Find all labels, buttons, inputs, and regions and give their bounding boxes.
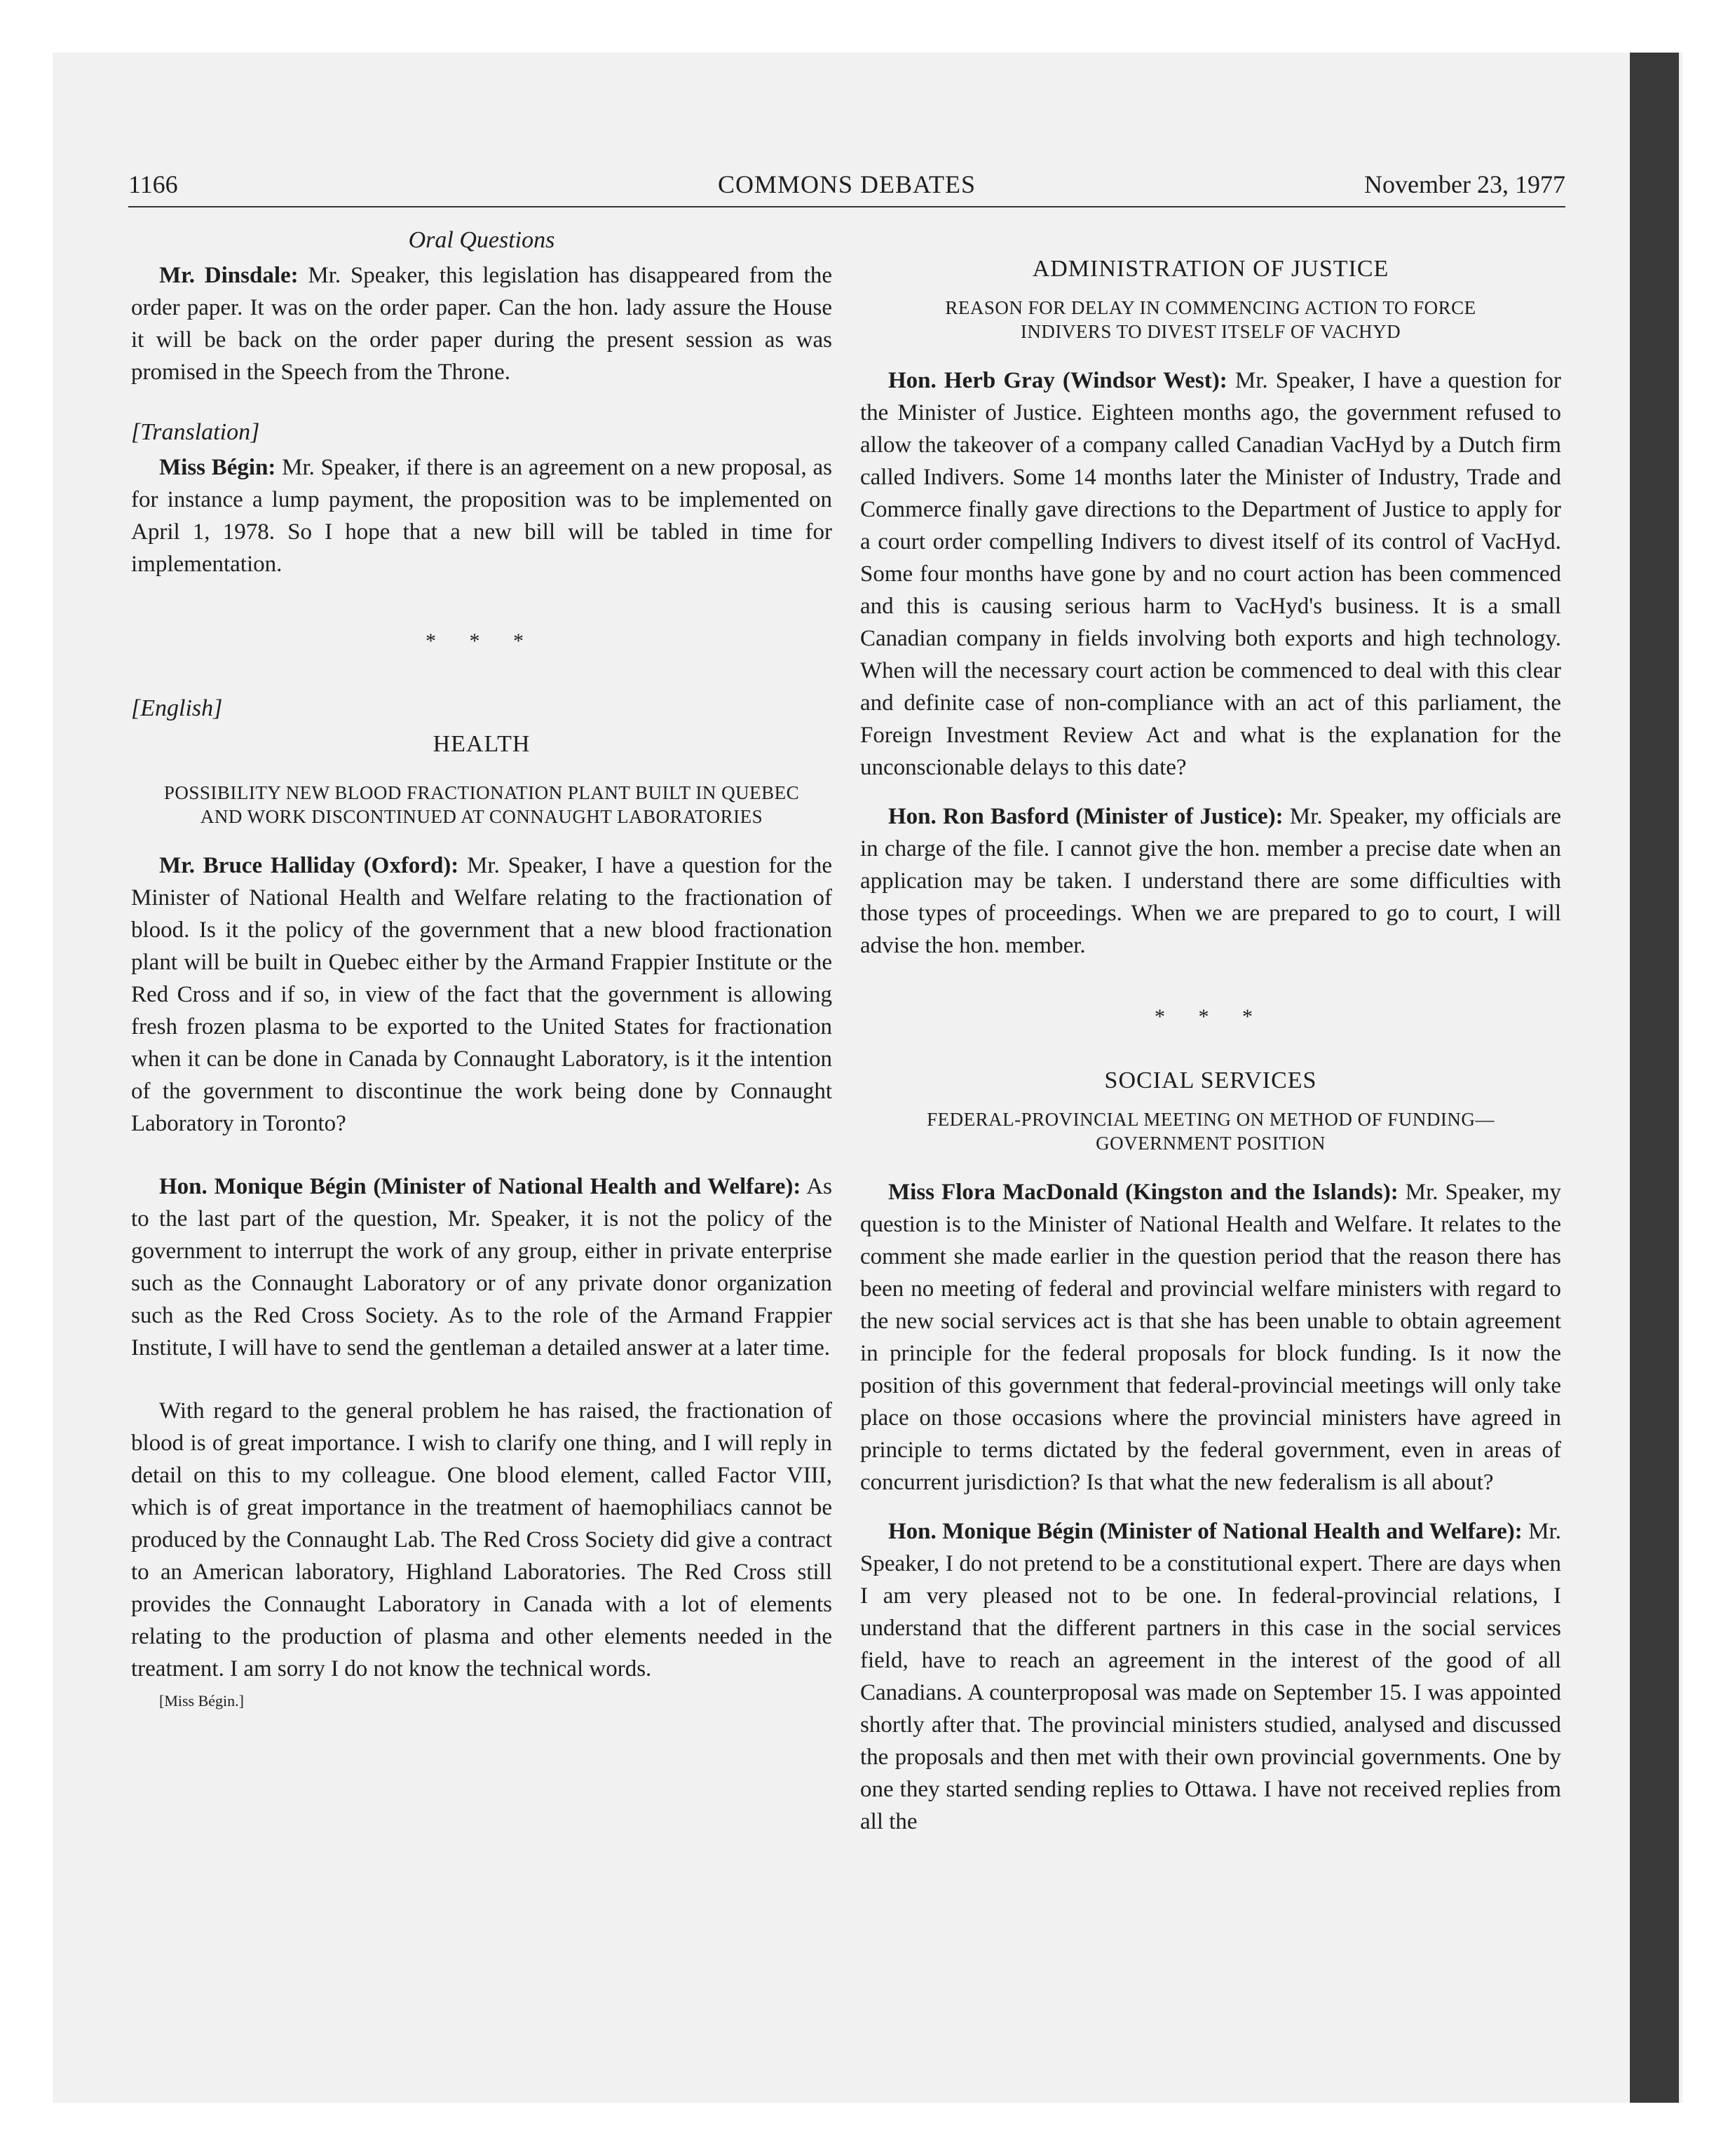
scan-edge-shadow: [1630, 53, 1679, 2103]
section-label: Oral Questions: [408, 227, 555, 253]
subheading-blood-fractionation: POSSIBILITY NEW BLOOD FRACTIONATION PLANT BUILT IN QUEBEC AND WORK DISCONTINUED AT CONNAUGHT LABORATORIES: [163, 782, 800, 827]
speech-macdonald: [860, 1176, 1561, 1499]
left-column: [131, 224, 832, 1712]
translation-marker: [Translation]: [131, 419, 260, 445]
speaker-name: Hon. Monique Bégin (Minister of National Health and Welfare):: [888, 1519, 1523, 1544]
right-column: [860, 224, 1561, 1838]
speech-begin-4: [860, 1515, 1561, 1838]
speech-halliday: [131, 850, 832, 1140]
speaker-name: Hon. Herb Gray (Windsor West):: [888, 368, 1227, 393]
speech-text: Mr. Speaker, my question is to the Minister of National Health and Welfare. It relates to the comment she made earlier in the question period that the reason there has been no meeting of federal and provincial welfare ministers with regard to the new social services act is that she has been unable to obtain agreement in principle for the federal proposals for block funding. Is it now the position of this government that federal-provincial meetings will only take place on those occasions where the provincial ministers have agreed in principle to terms dictated by the federal government, even in areas of concurrent jurisdiction? Is that what the new federalism is all about?: [860, 1180, 1561, 1495]
section-divider: * * *: [1155, 1005, 1267, 1028]
page-number: 1166: [128, 170, 178, 198]
publication-title: COMMONS DEBATES: [717, 170, 977, 198]
speaker-name: Mr. Dinsdale:: [159, 263, 299, 288]
speech-begin-1: [131, 451, 832, 580]
speech-dinsdale: [131, 259, 832, 388]
speech-text: Mr. Speaker, if there is an agreement on a new proposal, as for instance a lump payment, the proposition was to be implemented on April 1, 1978. So I hope that a new bill will be tabled in time for implementation.: [131, 455, 833, 577]
section-heading-health: HEALTH: [433, 731, 531, 757]
page-header: [128, 170, 1565, 203]
footnote: [Miss Bégin.]: [159, 1692, 244, 1710]
section-divider: * * *: [426, 629, 538, 653]
speaker-name: Hon. Monique Bégin (Minister of National Health and Welfare):: [159, 1174, 801, 1199]
speech-text: Mr. Speaker, I do not pretend to be a constitutional expert. There are days when I am very pleased not to be one. In federal-provincial relations, I understand that the different partners in this case in the social services field, have to reach an agreement in the interest of the good of all Canadians. A counterproposal was made on September 15. I was appointed shortly after that. The provincial ministers studied, analysed and discussed the proposals and then met with their own provincial governments. One by one they started sending replies to Ottawa. I have not received replies from all the: [860, 1519, 1561, 1834]
speech-text: Mr. Speaker, my officials are in charge of the file. I cannot give the hon. member a precise date when an application may be taken. I understand there are some difficulties with those types of proceedings. When we are prepared to go to court, I will advise the hon. member.: [860, 804, 1561, 958]
speaker-name: Miss Flora MacDonald (Kingston and the Islands):: [888, 1180, 1399, 1205]
speech-begin-3: With regard to the general problem he has raised, the fractionation of blood is of great importance. I wish to clarify one thing, and I will reply in detail on this to my colleague. One blood element, called Factor VIII, which is of great importance in the treatment of haemophiliacs cannot be produced by the Connaught Lab. The Red Cross Society did give a contract to an American laboratory, Highland Laboratories. The Red Cross still provides the Connaught Laboratory in Canada with a lot of elements relating to the production of plasma and other elements needed in the treatment. I am sorry I do not know the technical words.: [131, 1398, 832, 1681]
section-heading-social-services: SOCIAL SERVICES: [1104, 1067, 1317, 1093]
speaker-name: Miss Bégin:: [159, 455, 276, 480]
subheading-funding: FEDERAL-PROVINCIAL MEETING ON METHOD OF FUNDING— GOVERNMENT POSITION: [927, 1109, 1495, 1154]
section-heading-justice: ADMINISTRATION OF JUSTICE: [1032, 256, 1389, 282]
header-rule: [128, 206, 1565, 207]
speech-basford: [860, 800, 1561, 962]
speech-begin-2: [131, 1171, 832, 1364]
subheading-vachyd: REASON FOR DELAY IN COMMENCING ACTION TO FORCE INDIVERS TO DIVEST ITSELF OF VACHYD: [945, 297, 1476, 342]
speech-gray: [860, 364, 1561, 784]
speaker-name: Mr. Bruce Halliday (Oxford):: [159, 853, 459, 878]
speech-text: Mr. Speaker, this legislation has disappeared from the order paper. It was on the order paper. Can the hon. lady assure the House it will be back on the order paper during the present session as was promised in the Speech from the Throne.: [131, 263, 832, 385]
speech-text: Mr. Speaker, I have a question for the Minister of National Health and Welfare relating to the fractionation of blood. Is it the policy of the government that a new blood fractionation plant will be built in Quebec either by the Armand Frappier Institute or the Red Cross and if so, in view of the fact that the government is allowing fresh frozen plasma to be exported to the United States for fractionation when it can be done in Canada by Connaught Laboratory, is it the intention of the government to discontinue the work being done by Connaught Laboratory in Toronto?: [131, 853, 832, 1136]
speech-text: As to the last part of the question, Mr. Speaker, it is not the policy of the government to interrupt the work of any group, either in private enterprise such as the Connaught Laboratory or of any private donor organization such as the Red Cross Society. As to the role of the Armand Frappier Institute, I will have to send the gentleman a detailed answer at a later time.: [131, 1174, 832, 1360]
speaker-name: Hon. Ron Basford (Minister of Justice):: [888, 804, 1284, 829]
page-date: November 23, 1977: [1364, 170, 1565, 198]
english-marker: [English]: [131, 695, 223, 721]
speech-text: Mr. Speaker, I have a question for the Minister of Justice. Eighteen months ago, the government refused to allow the takeover of a company called Canadian VacHyd by a Dutch firm called Indivers. Some 14 months later the Minister of Industry, Trade and Commerce finally gave directions to the Department of Justice to apply for a court order compelling Indivers to divest itself of its control of VacHyd. Some four months have gone by and no court action has been commenced and this is causing serious harm to VacHyd's business. It is a small Canadian company in fields involving both exports and high technology. When will the necessary court action be commenced to deal with this clear and definite case of non-compliance with an act of this parliament, the Foreign Investment Review Act and what is the explanation for the unconscionable delays to this date?: [860, 368, 1561, 780]
